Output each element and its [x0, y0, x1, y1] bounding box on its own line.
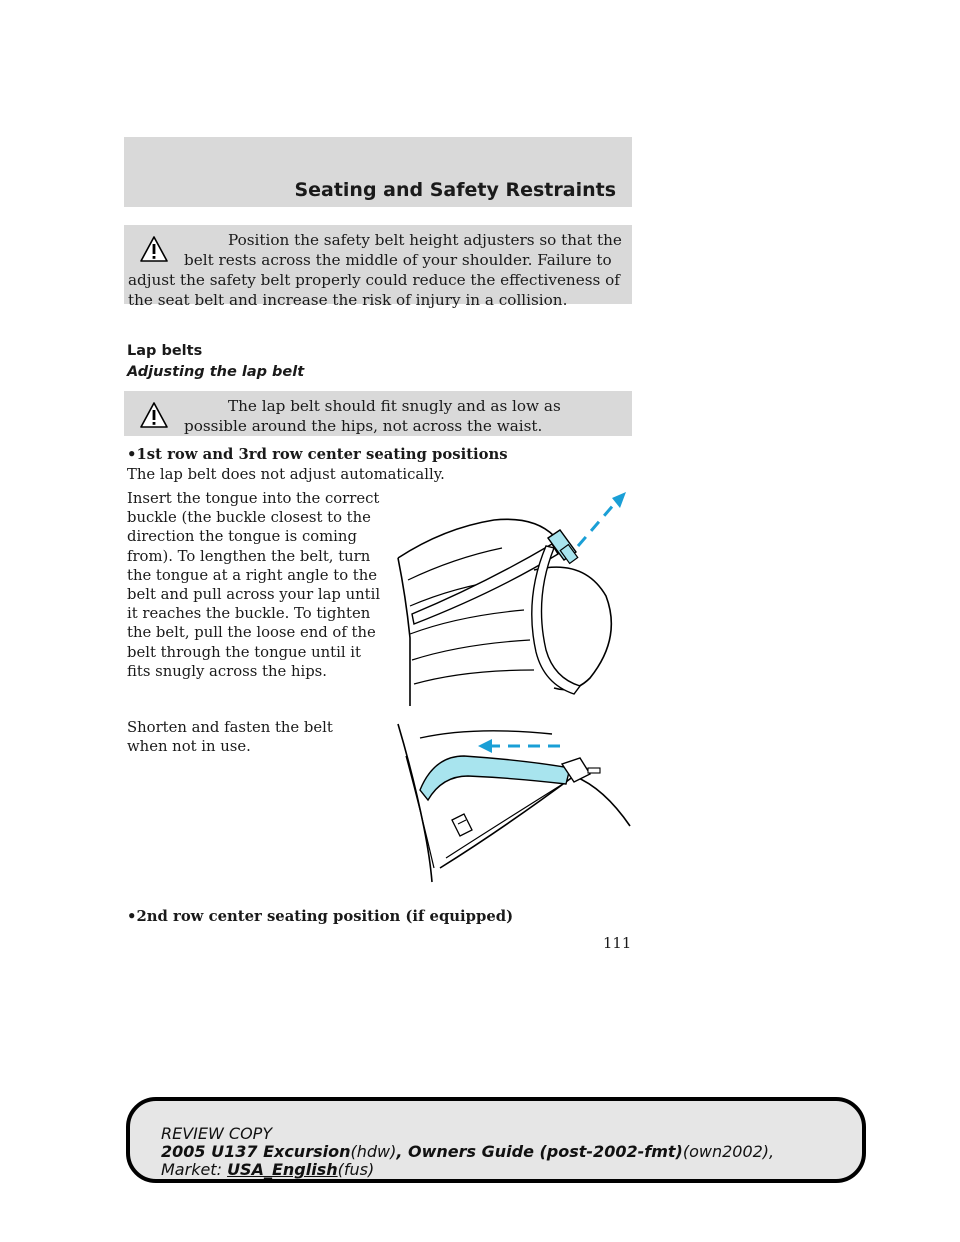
footer-guide: , Owners Guide (post-2002-fmt) [396, 1142, 683, 1161]
warning-triangle-icon [140, 235, 184, 265]
footer-model-code: (hdw) [350, 1142, 397, 1161]
section-heading: Lap belts [127, 343, 203, 359]
lap-belt-stowed-illustration [384, 718, 634, 888]
warning-box-height-adjuster [124, 225, 632, 309]
footer-market-code: (fus) [337, 1160, 375, 1179]
bullet-text: 1st row and 3rd row center seating positions [136, 446, 508, 463]
footer-model: 2005 U137 Excursion [161, 1142, 351, 1161]
section-subheading: Adjusting the lap belt [127, 364, 305, 380]
bullet-item [127, 908, 513, 925]
warning-text: The lap belt should fit snugly and as low as possible around the hips, not across the waist. [184, 397, 561, 435]
footer-document-line [161, 1143, 774, 1161]
review-footer-text [161, 1125, 774, 1179]
footer-market-label: Market: [161, 1160, 222, 1179]
footer-guide-code: (own2002), [682, 1142, 775, 1161]
footer-review-copy: REVIEW COPY [161, 1124, 273, 1143]
page-title: Seating and Safety Restraints [294, 179, 616, 201]
paragraph-shorten: Shorten and fasten the belt when not in use. [127, 719, 333, 756]
warning-triangle-icon [140, 401, 184, 431]
paragraph-no-adjust: The lap belt does not adjust automatically. [127, 466, 445, 483]
bullet-item [127, 446, 508, 463]
bullet-text: 2nd row center seating position (if equipped) [136, 908, 514, 925]
warning-box-lap-belt [124, 391, 632, 436]
bullet-symbol: • [127, 908, 137, 925]
page-number: 111 [603, 935, 632, 952]
lap-belt-lengthen-illustration [384, 488, 634, 706]
paragraph-insert-tongue: Insert the tongue into the correct buckle (the buckle closest to the direction the tongue is coming from). To lengthen the belt, turn the tongue at a right angle to the belt and pull across your lap until it reaches the buckle. To tighten the belt, pull the loose end of the belt through the tongue until it fits snugly across the hips. [127, 490, 381, 680]
footer-market-line [161, 1161, 774, 1179]
header-band [124, 137, 632, 207]
bullet-symbol: • [127, 446, 137, 463]
footer-market: USA_English [227, 1160, 338, 1179]
warning-text: Position the safety belt height adjusters so that the belt rests across the middle of your shoulder. Failure to adjust the safety belt properly could reduce the effectiveness of the seat belt and increase the risk of injury in a collision. [128, 231, 622, 309]
